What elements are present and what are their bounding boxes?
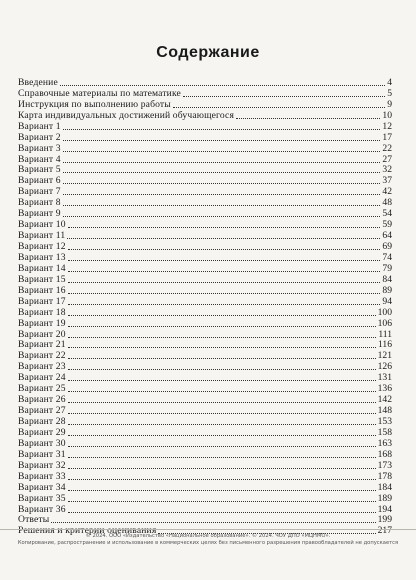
toc-entry[interactable] [18, 395, 392, 406]
toc-entry-title: Вариант 11 [18, 230, 66, 242]
toc-entry-page: 173 [377, 459, 392, 471]
toc-entry-page: 158 [377, 426, 392, 438]
dot-leader [63, 140, 381, 141]
toc-entry-title: Вариант 6 [18, 175, 61, 187]
toc-entry[interactable] [18, 155, 392, 166]
toc-entry-title: Вариант 20 [18, 328, 66, 340]
toc-entry[interactable] [18, 428, 392, 439]
toc-entry-title: Вариант 29 [18, 426, 66, 438]
toc-entry-title: Введение [18, 76, 58, 88]
toc-entry-page: 9 [387, 98, 392, 110]
toc-entry[interactable] [18, 187, 392, 198]
toc-entry-title: Вариант 32 [18, 459, 66, 471]
toc-entry-page: 94 [382, 295, 392, 307]
toc-entry-title: Вариант 34 [18, 481, 66, 493]
toc-entry[interactable] [18, 242, 392, 253]
dot-leader [68, 315, 376, 316]
dot-leader [68, 435, 376, 436]
dot-leader [68, 227, 381, 228]
toc-entry[interactable] [18, 439, 392, 450]
toc-entry-title: Вариант 25 [18, 383, 66, 395]
toc-entry-page: 27 [382, 153, 392, 165]
dot-leader [63, 194, 381, 195]
dot-leader [63, 205, 381, 206]
toc-entry-page: 106 [377, 317, 392, 329]
toc-entry[interactable] [18, 231, 392, 242]
toc-entry-title: Вариант 33 [18, 470, 66, 482]
toc-entry-title: Вариант 9 [18, 208, 61, 220]
toc-entry[interactable] [18, 166, 392, 177]
toc-entry-page: 100 [377, 306, 392, 318]
toc-entry[interactable] [18, 461, 392, 472]
dot-leader [63, 172, 381, 173]
toc-entry[interactable] [18, 176, 392, 187]
toc-entry[interactable] [18, 384, 392, 395]
toc-entry-page: 136 [377, 383, 392, 395]
dot-leader [63, 129, 381, 130]
toc-entry[interactable] [18, 122, 392, 133]
toc-entry-title: Инструкция по выполнению работы [18, 98, 171, 110]
toc-entry-page: 217 [377, 525, 392, 537]
toc-entry-title: Вариант 1 [18, 120, 61, 132]
toc-entry-page: 178 [377, 470, 392, 482]
dot-leader [68, 326, 376, 327]
toc-entry-title: Вариант 19 [18, 317, 66, 329]
toc-entry-title: Вариант 21 [18, 339, 66, 351]
toc-entry-title: Вариант 10 [18, 219, 66, 231]
toc-entry-title: Вариант 8 [18, 197, 61, 209]
toc-entry[interactable] [18, 111, 392, 122]
toc-entry-page: 89 [382, 284, 392, 296]
toc-entry-page: 131 [377, 372, 392, 384]
toc-entry[interactable] [18, 450, 392, 461]
dot-leader [68, 479, 376, 480]
toc-entry-title: Вариант 3 [18, 142, 61, 154]
dot-leader [68, 512, 376, 513]
toc-entry[interactable] [18, 286, 392, 297]
toc-entry[interactable] [18, 133, 392, 144]
toc-entry-page: 4 [387, 76, 392, 88]
dot-leader [68, 249, 381, 250]
footer-line-1: © 2024. ООО «Издательство «Национальное образование». © 2024. ЧОУ ДПО «МЦНМО». [85, 533, 331, 539]
toc-entry[interactable] [18, 308, 392, 319]
toc-entry[interactable] [18, 494, 392, 505]
dot-leader [68, 413, 376, 414]
toc-entry-title: Вариант 13 [18, 251, 66, 263]
toc-entry[interactable] [18, 417, 392, 428]
toc-entry-page: 121 [377, 350, 392, 362]
toc-entry-page: 184 [377, 481, 392, 493]
toc-entry-page: 194 [377, 503, 392, 515]
dot-leader [68, 293, 381, 294]
toc-entry-title: Вариант 35 [18, 492, 66, 504]
toc-entry-page: 199 [377, 514, 392, 526]
toc-entry-page: 168 [377, 448, 392, 460]
toc-entry-page: 153 [377, 416, 392, 428]
dot-leader [68, 271, 381, 272]
toc-entry-page: 69 [382, 241, 392, 253]
dot-leader [68, 358, 376, 359]
toc-entry-title: Вариант 7 [18, 186, 61, 198]
dot-leader [68, 402, 376, 403]
toc-entry[interactable] [18, 472, 392, 483]
dot-leader [68, 424, 376, 425]
toc-entry-page: 64 [382, 230, 392, 242]
toc-entry[interactable] [18, 264, 392, 275]
dot-leader [68, 260, 381, 261]
toc-entry-title: Карта индивидуальных достижений обучающегося [18, 109, 235, 121]
toc-entry[interactable] [18, 209, 392, 220]
toc-entry-title: Вариант 22 [18, 350, 66, 362]
toc-entry-page: 111 [378, 328, 392, 340]
toc-entry[interactable] [18, 505, 392, 516]
dot-leader [173, 107, 385, 108]
toc-entry-title: Вариант 28 [18, 416, 66, 428]
toc-entry[interactable] [18, 351, 392, 362]
dot-leader [60, 85, 385, 86]
toc-entry[interactable] [18, 341, 392, 352]
toc-entry-page: 163 [377, 437, 392, 449]
dot-leader [68, 304, 381, 305]
toc-entry-title: Вариант 30 [18, 437, 66, 449]
toc-entry-title: Справочные материалы по математике [18, 87, 181, 99]
toc-entry-title: Вариант 36 [18, 503, 66, 515]
toc-entry-page: 148 [377, 405, 392, 417]
toc-entry[interactable] [18, 144, 392, 155]
toc-entry-page: 42 [382, 186, 392, 198]
toc-entry[interactable] [18, 483, 392, 494]
toc-entry-title: Вариант 31 [18, 448, 66, 460]
dot-leader [68, 282, 381, 283]
dot-leader [68, 446, 376, 447]
toc-entry-title: Вариант 24 [18, 372, 66, 384]
toc-entry-page: 79 [382, 262, 392, 274]
toc-entry[interactable] [18, 220, 392, 231]
toc-entry-page: 54 [382, 208, 392, 220]
copyright-footer [0, 529, 416, 547]
dot-leader [63, 151, 381, 152]
toc-entry-page: 189 [377, 492, 392, 504]
toc-entry[interactable] [18, 406, 392, 417]
toc-entry-page: 84 [382, 273, 392, 285]
toc-entry-page: 59 [382, 219, 392, 231]
dot-leader [68, 337, 377, 338]
toc-entry-title: Вариант 16 [18, 284, 66, 296]
toc-entry-page: 74 [382, 251, 392, 263]
toc-entry-page: 116 [377, 339, 392, 351]
toc-entry-title: Вариант 27 [18, 405, 66, 417]
toc-entry-title: Вариант 15 [18, 273, 66, 285]
toc-entry-page: 17 [382, 131, 392, 143]
toc-entry-page: 48 [382, 197, 392, 209]
toc-entry-title: Вариант 26 [18, 394, 66, 406]
toc-entry-page: 37 [382, 175, 392, 187]
toc-entry[interactable] [18, 253, 392, 264]
toc-entry[interactable] [18, 373, 392, 384]
table-of-contents [18, 78, 392, 537]
toc-entry-title: Вариант 5 [18, 164, 61, 176]
page-title: Содержание [156, 44, 260, 61]
dot-leader [68, 501, 376, 502]
toc-entry[interactable] [18, 297, 392, 308]
toc-entry-title: Вариант 14 [18, 262, 66, 274]
dot-leader [236, 118, 380, 119]
dot-leader [68, 391, 376, 392]
toc-entry[interactable] [18, 319, 392, 330]
dot-leader [63, 216, 381, 217]
toc-entry-page: 142 [377, 394, 392, 406]
toc-entry-title: Вариант 2 [18, 131, 61, 143]
toc-entry-title: Вариант 12 [18, 241, 66, 253]
toc-entry-title: Вариант 18 [18, 306, 66, 318]
toc-entry-title: Вариант 4 [18, 153, 61, 165]
toc-entry-title: Вариант 23 [18, 361, 66, 373]
dot-leader [67, 238, 380, 239]
dot-leader [51, 522, 375, 523]
toc-entry-title: Вариант 17 [18, 295, 66, 307]
dot-leader [68, 369, 376, 370]
dot-leader [68, 490, 376, 491]
dot-leader [68, 468, 376, 469]
toc-entry-title: Ответы [18, 514, 50, 526]
dot-leader [68, 380, 376, 381]
dot-leader [63, 162, 381, 163]
toc-entry-page: 12 [382, 120, 392, 132]
toc-entry[interactable] [18, 198, 392, 209]
footer-line-2: Копирование, распространение и использование в коммерческих целях без письменного разрешения правообладателей не допускается [17, 540, 399, 546]
toc-entry-page: 22 [382, 142, 392, 154]
toc-entry-page: 10 [382, 109, 392, 121]
toc-entry[interactable] [18, 275, 392, 286]
dot-leader [183, 96, 385, 97]
dot-leader [63, 183, 381, 184]
toc-entry[interactable] [18, 330, 392, 341]
dot-leader [68, 347, 376, 348]
toc-entry-title: Решения и критерии оценивания [18, 525, 157, 537]
toc-entry-page: 32 [382, 164, 392, 176]
toc-entry-page: 126 [377, 361, 392, 373]
dot-leader [68, 457, 376, 458]
toc-entry-page: 5 [387, 87, 392, 99]
toc-entry[interactable] [18, 362, 392, 373]
